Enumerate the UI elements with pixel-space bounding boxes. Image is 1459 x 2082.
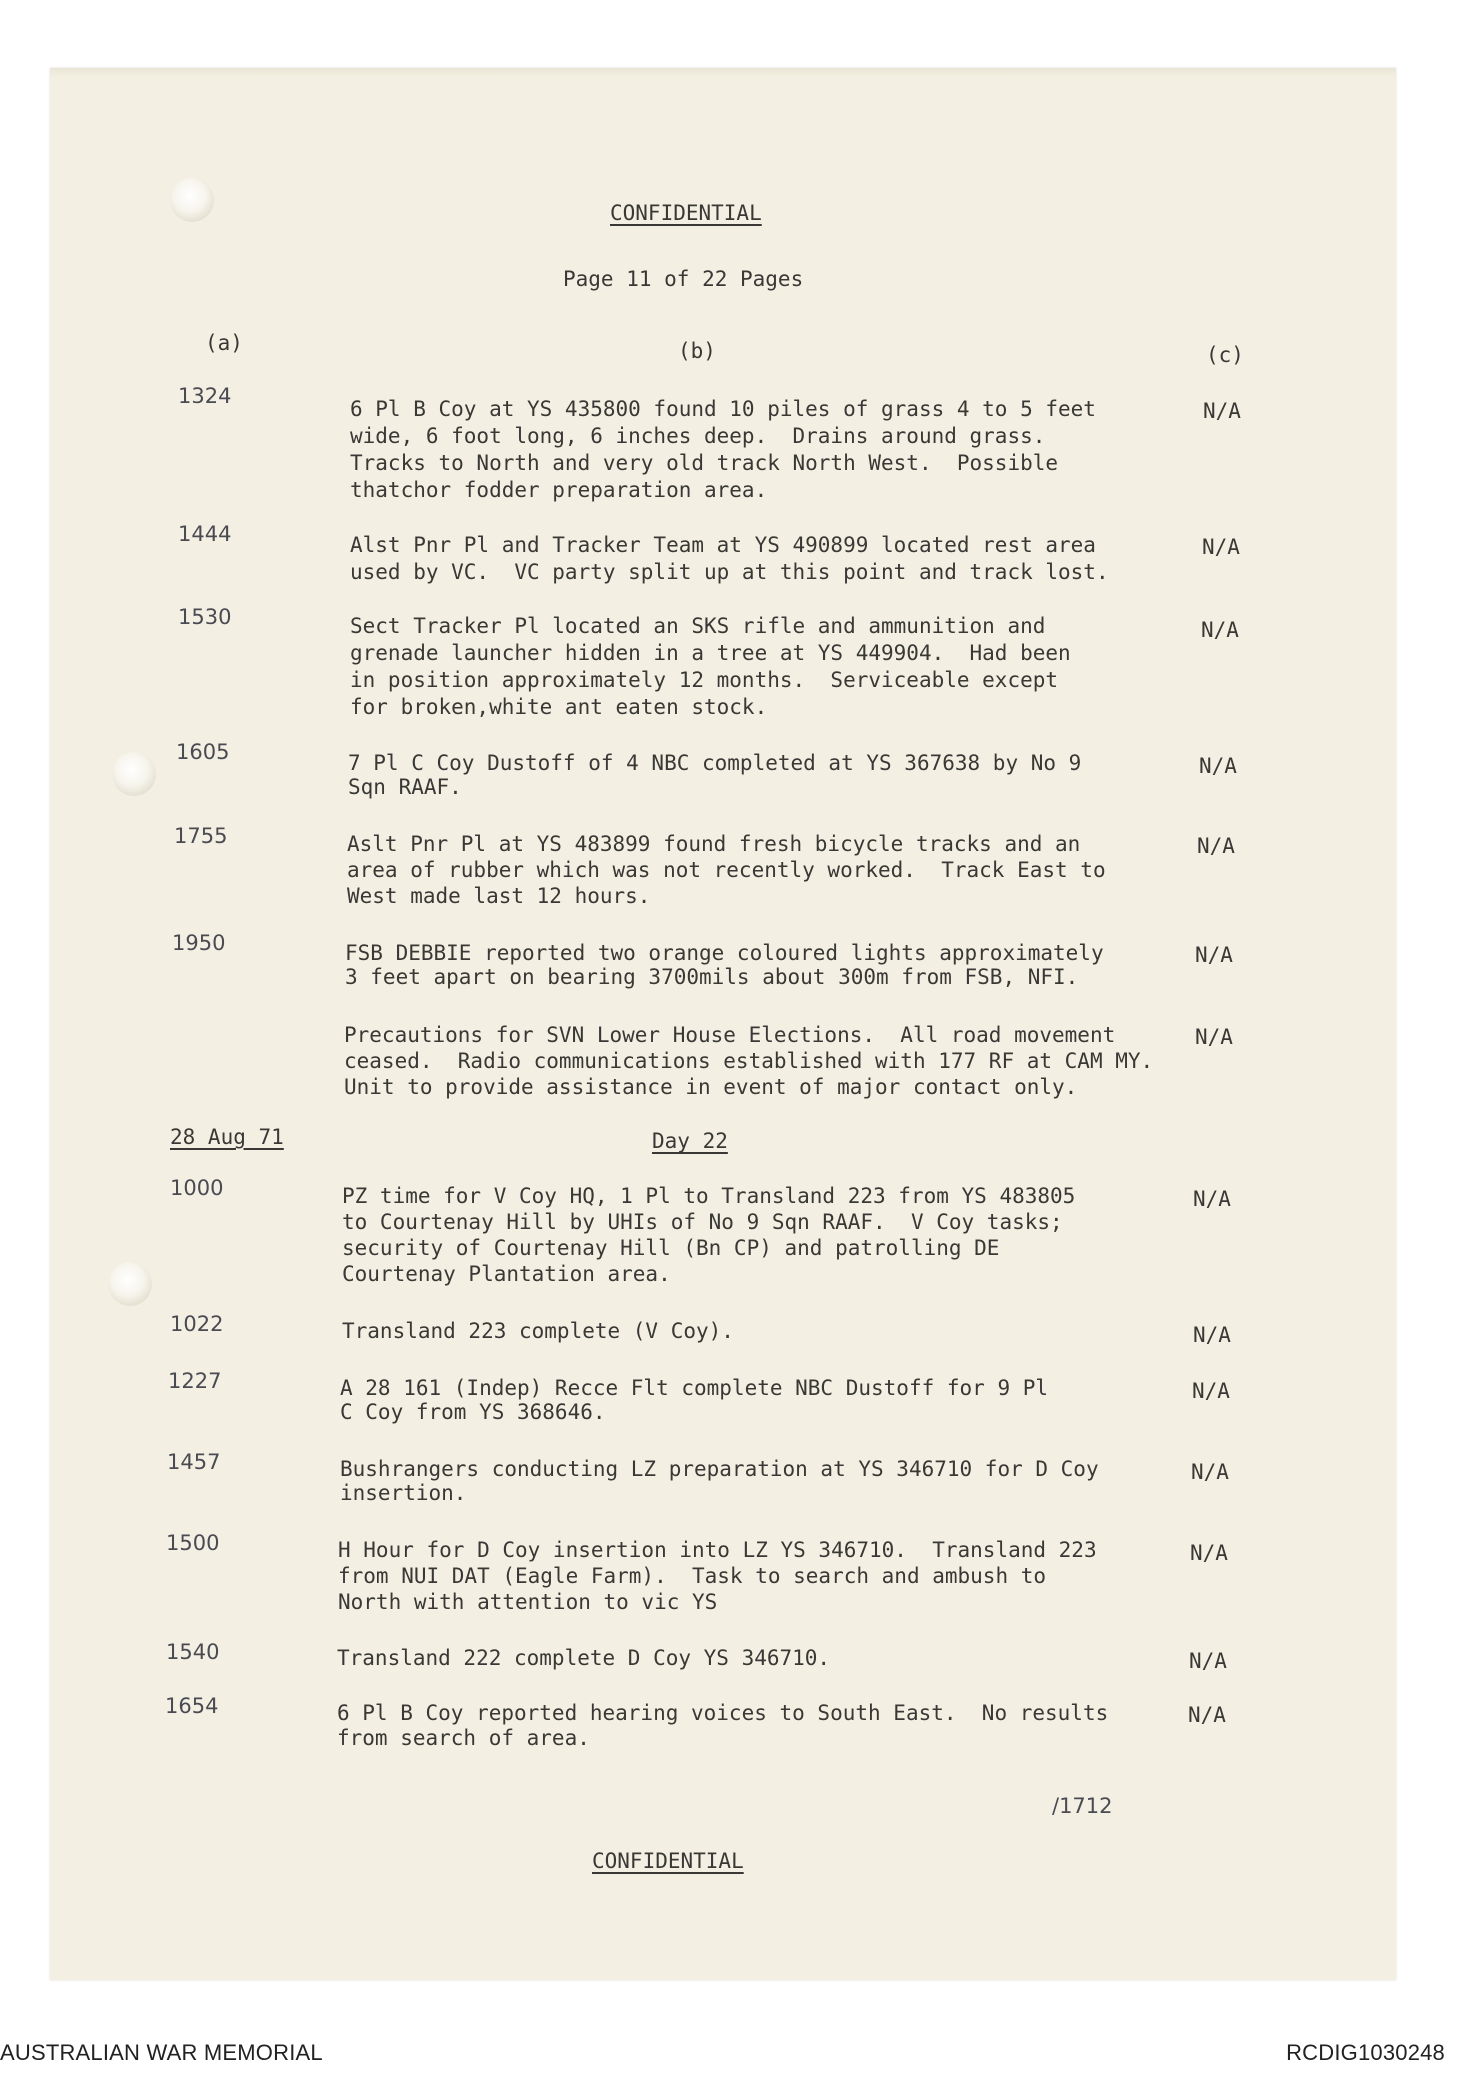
column-header-b: (b) (678, 339, 716, 363)
entry-c: N/A (1195, 1025, 1233, 1049)
entry-line: FSB DEBBIE reported two orange coloured lights approximately (345, 941, 1104, 965)
entry-time: 1950 (172, 931, 226, 955)
entry-line: North with attention to vic YS (338, 1590, 718, 1614)
entry-c: N/A (1201, 618, 1239, 642)
punch-hole (112, 752, 156, 796)
entry-time: 1605 (176, 740, 230, 764)
page-number: Page 11 of 22 Pages (563, 267, 804, 291)
entry-c: N/A (1199, 754, 1237, 778)
entry-line: 6 Pl B Coy at YS 435800 found 10 piles of grass 4 to 5 feet (350, 397, 1096, 421)
archive-credit: AUSTRALIAN WAR MEMORIAL (0, 2040, 323, 2065)
entry-time: 1540 (166, 1640, 220, 1664)
page-edge (50, 68, 1396, 78)
entry-c: N/A (1191, 1460, 1229, 1484)
entry-time: 1654 (165, 1694, 219, 1718)
entry-line: Tracks to North and very old track North West. Possible (350, 451, 1059, 475)
entry-c: N/A (1193, 1323, 1231, 1347)
day-header: Day 22 (652, 1129, 728, 1153)
entry-line: Unit to provide assistance in event of major contact only. (344, 1075, 1078, 1099)
entry-line: 7 Pl C Coy Dustoff of 4 NBC completed at YS 367638 by No 9 (348, 751, 1082, 775)
entry-line: grenade launcher hidden in a tree at YS 449904. Had been (350, 641, 1071, 665)
date-header: 28 Aug 71 (170, 1125, 284, 1149)
archive-id: RCDIG1030248 (1286, 2040, 1445, 2065)
entry-c: N/A (1190, 1541, 1228, 1565)
entry-time: 1227 (168, 1369, 222, 1393)
punch-hole (108, 1262, 152, 1306)
column-header-c: (c) (1206, 343, 1244, 367)
entry-time: 1022 (170, 1312, 224, 1336)
entry-line: C Coy from YS 368646. (340, 1400, 606, 1424)
entry-time: 1755 (174, 824, 228, 848)
entry-time: 1530 (178, 605, 232, 629)
entry-line: Bushrangers conducting LZ preparation at YS 346710 for D Coy (340, 1457, 1099, 1481)
entry-line: ceased. Radio communications established with 177 RF at CAM MY. (344, 1049, 1154, 1073)
entry-line: security of Courtenay Hill (Bn CP) and patrolling DE (342, 1236, 1000, 1260)
entry-line: wide, 6 foot long, 6 inches deep. Drains around grass. (350, 424, 1046, 448)
entry-time: 1444 (178, 522, 232, 546)
entry-line: used by VC. VC party split up at this point and track lost. (350, 560, 1109, 584)
entry-line: 3 feet apart on bearing 3700mils about 300m from FSB, NFI. (345, 965, 1079, 989)
entry-c: N/A (1188, 1703, 1226, 1727)
entry-c: N/A (1193, 1187, 1231, 1211)
entry-line: West made last 12 hours. (347, 884, 651, 908)
entry-c: N/A (1202, 535, 1240, 559)
entry-c: N/A (1192, 1379, 1230, 1403)
entry-line: A 28 161 (Indep) Recce Flt complete NBC Dustoff for 9 Pl (340, 1376, 1049, 1400)
entry-c: N/A (1195, 943, 1233, 967)
entry-c: N/A (1203, 399, 1241, 423)
entry-line: area of rubber which was not recently worked. Track East to (347, 858, 1106, 882)
classification-header: CONFIDENTIAL (610, 201, 762, 225)
entry-line: to Courtenay Hill by UHIs of No 9 Sqn RAAF. V Coy tasks; (342, 1210, 1063, 1234)
entry-line: PZ time for V Coy HQ, 1 Pl to Transland 223 from YS 483805 (342, 1184, 1076, 1208)
entry-c: N/A (1189, 1649, 1227, 1673)
entry-time: 1500 (166, 1531, 220, 1555)
continuation-mark: /1712 (1052, 1794, 1113, 1818)
punch-hole (170, 178, 214, 222)
entry-line: Transland 223 complete (V Coy). (342, 1319, 734, 1343)
entry-line: from search of area. (337, 1726, 590, 1750)
entry-line: from NUI DAT (Eagle Farm). Task to search and ambush to (338, 1564, 1047, 1588)
entry-time: 1457 (167, 1450, 221, 1474)
entry-line: Transland 222 complete D Coy YS 346710. (337, 1646, 831, 1670)
entry-line: Aslt Pnr Pl at YS 483899 found fresh bicycle tracks and an (347, 832, 1081, 856)
entry-line: insertion. (340, 1481, 467, 1505)
classification-footer: CONFIDENTIAL (592, 1849, 744, 1873)
entry-line: Courtenay Plantation area. (342, 1262, 671, 1286)
entry-c: N/A (1197, 834, 1235, 858)
entry-time: 1324 (178, 384, 232, 408)
entry-line: for broken,white ant eaten stock. (350, 695, 768, 719)
entry-line: Sqn RAAF. (348, 775, 462, 799)
entry-line: 6 Pl B Coy reported hearing voices to South East. No results (337, 1701, 1109, 1725)
column-header-a: (a) (205, 331, 243, 355)
entry-line: in position approximately 12 months. Serviceable except (350, 668, 1059, 692)
entry-line: Precautions for SVN Lower House Elections. All road movement (344, 1023, 1116, 1047)
entry-line: thatchor fodder preparation area. (350, 478, 768, 502)
entry-line: Sect Tracker Pl located an SKS rifle and ammunition and (350, 614, 1046, 638)
entry-line: Alst Pnr Pl and Tracker Team at YS 490899 located rest area (350, 533, 1096, 557)
entry-time: 1000 (170, 1176, 224, 1200)
entry-line: H Hour for D Coy insertion into LZ YS 346710. Transland 223 (338, 1538, 1097, 1562)
